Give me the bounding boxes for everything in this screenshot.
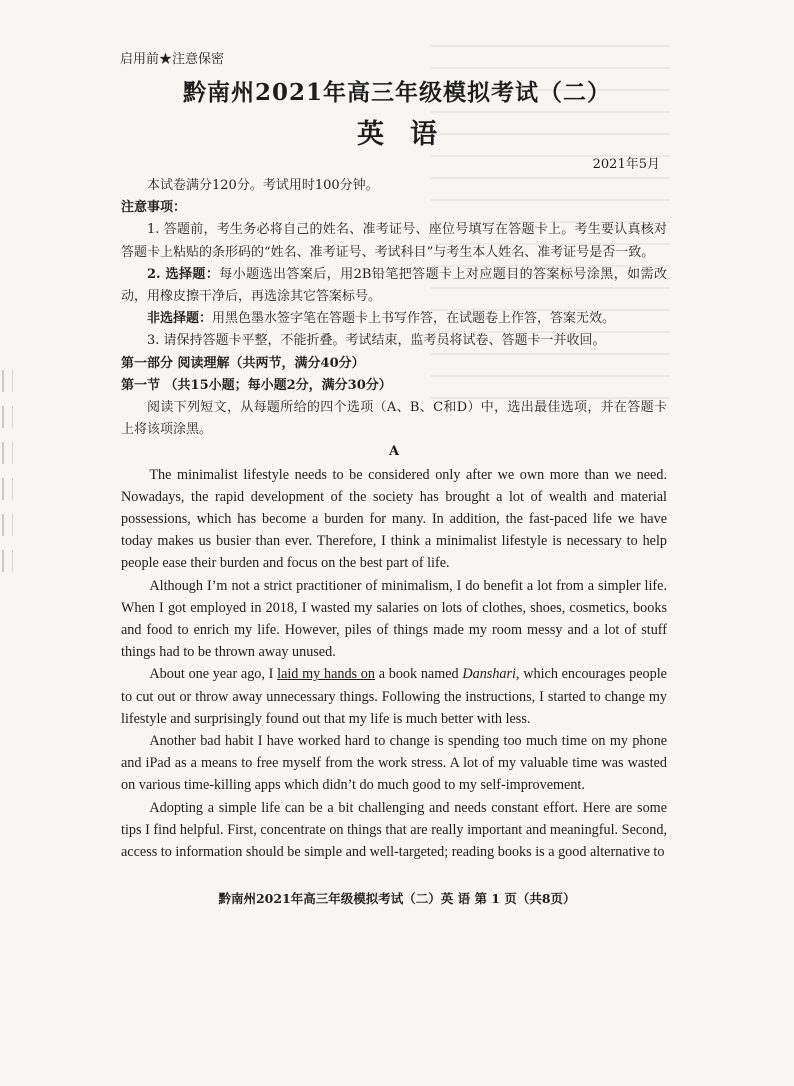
exam-title: 黔南州2021年高三年级模拟考试（二） — [182, 79, 611, 106]
note-1: 1. 答题前，考生务必将自己的姓名、准考证号、座位号填写在答题卡上。考生要认真核对答题卡上粘贴的条形码的“姓名、准考证号、考试科目”与考生本人姓名、准考证号是否一致。 — [121, 222, 667, 260]
note-2-label: 2. 选择题： — [147, 266, 220, 282]
subject-title: 英语 — [357, 119, 463, 150]
passage-paragraph-5: Adopting a simple life can be a bit challenging and needs constant effort. Here are some tips I find helpful. First, concentrate on things that are really important and meaningful. Second, access to information should be simple and well-targeted; reading books is a good alternative to — [121, 799, 667, 861]
notes-heading: 注意事项： — [121, 200, 187, 216]
note-2-text: 每小题选出答案后，用2B铅笔把答题卡上对应题目的答案标号涂黑，如需改动，用橡皮擦干净后，再选涂其它答案标号。 — [121, 266, 667, 305]
note-2b-text: 用黑色墨水签字笔在答题卡上书写作答，在试题卷上作答，答案无效。 — [212, 311, 616, 327]
reading-instruction: 阅读下列短文，从每题所给的四个选项（A、B、C和D）中，选出最佳选项，并在答题卡上将该项涂黑。 — [121, 400, 667, 438]
passage-paragraph-1: The minimalist lifestyle needs to be considered only after we own more than we need. Nowadays, the rapid development of the society has brought a lot of wealth and material possessions, which has become a burden for many. In addition, the fast-paced life we have today makes us busier than ever. Therefore, I think a minimalist lifestyle is necessary to help people ease their burden and focus on the best part of life. — [121, 466, 667, 572]
note-2b-label: 非选择题： — [147, 311, 213, 327]
note-2b — [121, 308, 667, 330]
score-time-line: 本试卷满分120分。考试用时100分钟。 — [147, 178, 379, 193]
note-2 — [121, 264, 667, 308]
passage-label: A — [388, 444, 400, 460]
section-1-heading: 第一节 （共15小题；每小题2分，满分30分） — [121, 377, 392, 393]
passage-paragraph-2: Although I’m not a strict practitioner of minimalism, I do benefit a lot from a simpler life. When I got employed in 2018, I wasted my salaries on lots of clothes, shoes, cosmetics, books and food to enrich my life. However, piles of things made my room messy and a lot of stuff things had to be thrown away unused. — [121, 577, 667, 661]
underlined-phrase: laid my hands on — [277, 666, 375, 683]
book-title: Danshari — [462, 666, 516, 683]
p3-text-c: , which encourages people to cut out or throw away unnecessary things. Following the instructions, I started to change my lifestyle and surprisingly found out that my life is much better with less. — [121, 666, 667, 727]
part-1-heading: 第一部分 阅读理解（共两节，满分40分） — [121, 355, 365, 371]
passage-paragraph-4: Another bad habit I have worked hard to change is spending too much time on my phone and iPad as a means to free myself from the work stress. A lot of my valuable time was wasted on various time-killing apps which didn’t do much good to my self-improvement. — [121, 733, 667, 794]
page-footer: 黔南州2021年高三年级模拟考试（二）英 语 第 1 页（共8页） — [218, 891, 576, 906]
passage-paragraph-3 — [121, 663, 667, 730]
p3-text-b: a book named — [374, 666, 463, 683]
exam-date: 2021年5月 — [592, 157, 660, 172]
confidential-label: 启用前★注意保密 — [120, 52, 225, 67]
p3-text-a: About one year ago, I — [149, 666, 278, 683]
binding-margin-marks — [2, 370, 14, 586]
exam-content — [121, 175, 667, 863]
note-3: 3. 请保持答题卡平整，不能折叠。考试结束，监考员将试卷、答题卡一并收回。 — [147, 333, 606, 349]
